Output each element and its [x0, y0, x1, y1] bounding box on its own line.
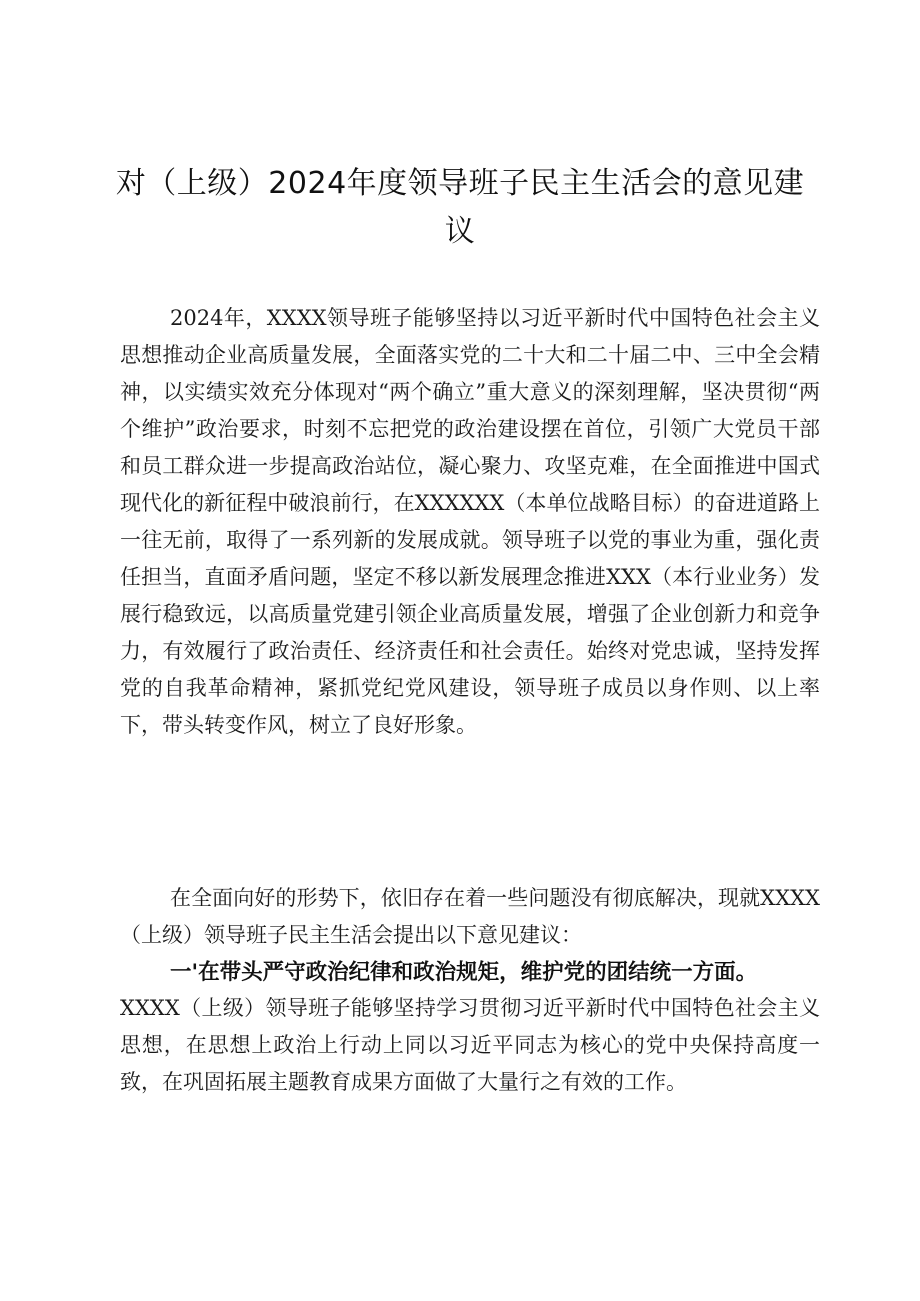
body-paragraph-1: 2024年，XXXX领导班子能够坚持以习近平新时代中国特色社会主义思想推动企业高质量发展，全面落实党的二十大和二十届二中、三中全会精神，以实绩实效充分体现对“两个确立”重大意义的深刻理解，坚决贯彻“两个维护”政治要求，时刻不忘把党的政治建设摆在首位，引领广大党员干部和员工群众进一步提高政治站位，凝心聚力、攻坚克难，在全面推进中国式现代化的新征程中破浪前行，在XXXXXX（本单位战略目标）的奋进道路上一往无前，取得了一系列新的发展成就。领导班子以党的事业为重，强化责任担当，直面矛盾问题，坚定不移以新发展理念推进XXX（本行业业务）发展行稳致远，以高质量党建引领企业高质量发展，增强了企业创新力和竞争力，有效履行了政治责任、经济责任和社会责任。始终对党忠诚，坚持发挥党的自我革命精神，紧抓党纪党风建设，领导班子成员以身作则、以上率下，带头转变作风，树立了良好形象。	[120, 306, 820, 737]
body-paragraph-2: 在全面向好的形势下，依旧存在着一些问题没有彻底解决，现就XXXX（上级）领导班子民主生活会提出以下意见建议：	[120, 886, 820, 947]
section-paragraph-1: XXXX（上级）领导班子能够坚持学习贯彻习近平新时代中国特色社会主义思想，在思想上政治上行动上同以习近平同志为核心的党中央保持高度一致，在巩固拓展主题教育成果方面做了大量行之有效的工作。	[120, 996, 820, 1094]
section-heading-1: 一'在带头严守政治纪律和政治规矩，维护党的团结统一方面。	[170, 960, 758, 985]
document-title: 对（上级）2024年度领导班子民主生活会的意见建议	[115, 166, 805, 249]
